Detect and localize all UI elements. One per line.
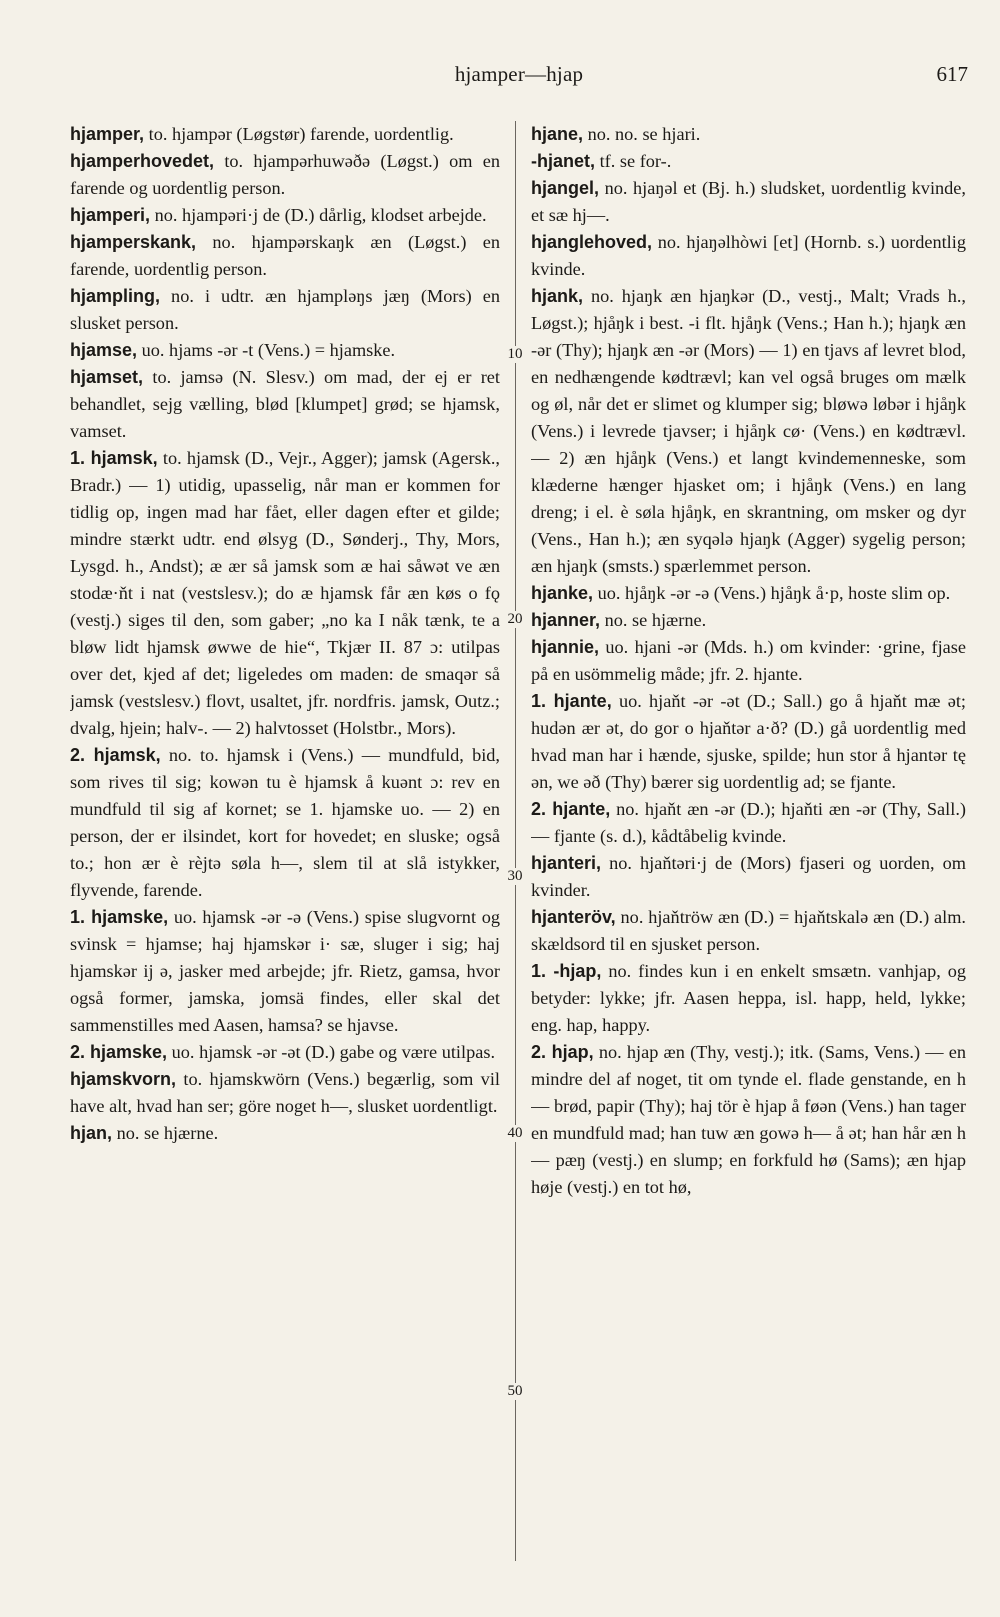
page-number: 617 — [936, 62, 968, 86]
dictionary-entry — [531, 175, 966, 229]
entry-definition: uo. hjams -ər -t (Vens.) = hjamske. — [141, 340, 396, 360]
entry-definition: to. hjamsk (D., Vejr., Agger); jamsk (Agersk., Bradr.) — 1) utidig, upasselig, når man er kommen for tidlig op, ingen mad har fået, eller dagen efter et gilde; mindre stærkt udtr. end ølsyg (D., Sønderj., Thy, Mors, Lysgd. h., Andst); æ ær så jamsk som æ hai såwət ve æn stodæ·ňt i nat (vestslesv.); do æ hjamsk får æn køs o fǫ (vestj.) siges til den, som gaber; „no ka I nåk tænk, te a bløw lidt hjamsk øwwe de hie“, Tkjær II. 87 ɔ: utilpas over det, kjed af det; ligeledes om maden: de smaqər så jamsk (vestslesv.) flovt, usaltet, jfr. nordfris. jamsk, Outz.; dvalg, hjein; halv-. — 2) halvtosset (Holstbr., Mors). — [70, 448, 500, 738]
entry-headword: hjamset, — [70, 367, 144, 387]
entry-definition: uo. hjaňt -ər -ət (D.; Sall.) go å hjaňt mæ ət; hudən ær ət, do gor o hjaňtər a·ð? (D.) gå uordentlig med hvad man har i hænde, sjuske, spilde; hun stor å hjantər tę ən, we əð (Thy) bærer sig uordentlig ad; se fjante. — [531, 691, 966, 792]
dictionary-entry — [70, 1120, 500, 1147]
entry-headword: 1. hjamske, — [70, 907, 169, 927]
entry-headword: hjank, — [531, 286, 584, 306]
entry-headword: hjamse, — [70, 340, 138, 360]
entry-definition: uo. hjåŋk -ər -ə (Vens.) hjåŋk å·p, hoste slim op. — [597, 583, 951, 603]
dictionary-entry — [531, 634, 966, 688]
entry-definition: no. hjap æn (Thy, vestj.); itk. (Sams, Vens.) — en mindre del af noget, tit om tynde el. flade genstande, en h— brød, papir (Thy); haj tör è hjap å føən (Vens.) han tager en mundfuld mad; han tuw æn gowə h— å ət; han hår æn h— pæŋ (vestj.) en slump; en forkfuld hø (Sams); æn hjap høje (vestj.) en tot hø, — [531, 1042, 966, 1197]
column-divider — [515, 121, 516, 1561]
entry-definition: no. hjampərskaŋk æn (Løgst.) en farende, uordentlig person. — [70, 232, 500, 279]
dictionary-entry — [531, 148, 966, 175]
line-number: 50 — [500, 1383, 530, 1400]
entry-headword: hjanner, — [531, 610, 601, 630]
entry-headword: hjamperskank, — [70, 232, 197, 252]
dictionary-entry — [531, 283, 966, 580]
entry-headword: hjane, — [531, 124, 584, 144]
entry-headword: hjamskvorn, — [70, 1069, 177, 1089]
entry-definition: to. jamsə (N. Slesv.) om mad, der ej er ret behandlet, sejg vælling, blød [klumpet] grød; se hjamsk, vamset. — [70, 367, 500, 441]
entry-headword: hjampling, — [70, 286, 160, 306]
dictionary-entry — [70, 202, 500, 229]
entry-definition: no. hjaŋəlhòwi [et] (Hornb. s.) uordentlig kvinde. — [531, 232, 966, 279]
entry-headword: -hjanet, — [531, 151, 596, 171]
entry-definition: no. se hjærne. — [604, 610, 707, 630]
left-column — [70, 121, 500, 1601]
line-number: 30 — [500, 868, 530, 885]
entry-headword: hjannie, — [531, 637, 600, 657]
entry-definition: no. hjaŋəl et (Bj. h.) sludsket, uordentlig kvinde, et sæ hj—. — [531, 178, 966, 225]
dictionary-entry — [531, 688, 966, 796]
entry-definition: no. no. se hjari. — [587, 124, 701, 144]
dictionary-entry — [70, 1066, 500, 1120]
entry-headword: 2. hjap, — [531, 1042, 594, 1062]
dictionary-entry — [70, 283, 500, 337]
entry-definition: uo. hjamsk -ər -ə (Vens.) spise slugvornt og svinsk = hjamse; haj hjamskər i· sæ, sluger i sig; haj hjamskər ij ə, jasker med arbejde; jfr. Rietz, gamsa, hvor også former, jamska, jomsä findes, eller skal det sammenstilles med Aasen, hamsa? se hjavse. — [70, 907, 500, 1035]
entry-definition: to. hjampərhuwəðə (Løgst.) om en farende og uordentlig person. — [70, 151, 500, 198]
entry-headword: hjangel, — [531, 178, 600, 198]
line-number: 20 — [500, 611, 530, 628]
dictionary-entry — [531, 958, 966, 1039]
entry-definition: no. to. hjamsk i (Vens.) — mundfuld, bid, som rives til sig; kowən tu è hjamsk å kuənt ɔ: rev en mundfuld til sig af kornet; se 1. hjamske uo. — 2) en person, der er ilsindet, kort for hovedet; en sluske; også to.; hon ær è rèjtə søla h—, slem til at slå istykker, flyvende, farende. — [70, 745, 500, 900]
dictionary-entry — [70, 1039, 500, 1066]
running-title: hjamper—hjap — [454, 62, 584, 86]
dictionary-entry — [531, 229, 966, 283]
entry-definition: no. hjampəri·j de (D.) dårlig, klodset arbejde. — [154, 205, 487, 225]
dictionary-entry — [70, 742, 500, 904]
right-column — [531, 121, 966, 1601]
entry-headword: 1. hjante, — [531, 691, 612, 711]
entry-definition: no. hjaŋk æn hjaŋkər (D., vestj., Malt; Vrads h., Løgst.); hjåŋk i best. -i flt. hjåŋk (Vens.; Han h.); hjaŋk æn -ər (Thy); hjaŋk æn -ər (Mors) — 1) en tjavs af levret blod, en nedhængende kødtrævl; kan vel også bruges om mælk og øl, når det er slimet og klumper sig; bløwə løbər i hjåŋk (Vens.) i levrede tjavser; i hjåŋk cø· (Vens.) en kødtrævl. — 2) æn hjåŋk (Vens.) et langt kvindemenneske, som klæderne hænger hjasket om; i hjåŋk (Vens.) en lang dreng; i el. è søla hjåŋk, en skrantning, om msker og dyr (Vens., Han h.); æn syqələ hjaŋk (Agger) sygelig person; æn hjaŋk (smsts.) spærlemmet person. — [531, 286, 966, 576]
entry-definition: no. i udtr. æn hjampləŋs jæŋ (Mors) en slusket person. — [70, 286, 500, 333]
entry-headword: hjanteri, — [531, 853, 602, 873]
dictionary-entry — [531, 850, 966, 904]
entry-headword: 2. hjante, — [531, 799, 611, 819]
dictionary-entry — [70, 148, 500, 202]
line-number: 40 — [500, 1125, 530, 1142]
entry-headword: hjanglehoved, — [531, 232, 653, 252]
dictionary-entry — [70, 337, 500, 364]
dictionary-entry — [70, 229, 500, 283]
entry-headword: hjamperhovedet, — [70, 151, 215, 171]
entry-definition: no. hjaňt æn -ər (D.); hjaňti æn -ər (Thy, Sall.) — fjante (s. d.), kådtåbelig kvinde. — [531, 799, 966, 846]
line-number: 10 — [500, 346, 530, 363]
entry-headword: hjanke, — [531, 583, 594, 603]
entry-headword: 1. hjamsk, — [70, 448, 158, 468]
entry-headword: 1. -hjap, — [531, 961, 602, 981]
entry-definition: uo. hjamsk -ər -ət (D.) gabe og være utilpas. — [171, 1042, 496, 1062]
entry-headword: 2. hjamske, — [70, 1042, 168, 1062]
entry-definition: to. hjampər (Løgstør) farende, uordentlig. — [148, 124, 454, 144]
dictionary-entry — [70, 445, 500, 742]
entry-headword: hjanteröv, — [531, 907, 616, 927]
dictionary-entry — [70, 364, 500, 445]
running-header — [70, 62, 968, 96]
dictionary-entry — [531, 904, 966, 958]
entry-headword: 2. hjamsk, — [70, 745, 161, 765]
dictionary-entry — [531, 796, 966, 850]
entry-definition: no. hjaňtəri·j de (Mors) fjaseri og uorden, om kvinder. — [531, 853, 966, 900]
dictionary-entry — [70, 904, 500, 1039]
entry-definition: no. findes kun i en enkelt smsætn. vanhjap, og betyder: lykke; jfr. Aasen heppa, isl. happ, held, lykke; eng. hap, happy. — [531, 961, 966, 1035]
entry-definition: tf. se for-. — [599, 151, 672, 171]
entry-headword: hjamper, — [70, 124, 145, 144]
entry-headword: hjamperi, — [70, 205, 151, 225]
entry-definition: uo. hjani -ər (Mds. h.) om kvinder: ·grine, fjase på en usömmelig måde; jfr. 2. hjante. — [531, 637, 966, 684]
entry-definition: no. hjaňtröw æn (D.) = hjaňtskalə æn (D.) alm. skældsord til en sjusket person. — [531, 907, 966, 954]
entry-definition: no. se hjærne. — [116, 1123, 219, 1143]
entry-definition: to. hjamskwörn (Vens.) begærlig, som vil have alt, hvad han ser; göre noget h—, slusket uordentligt. — [70, 1069, 500, 1116]
dictionary-entry — [531, 580, 966, 607]
dictionary-entry — [531, 607, 966, 634]
dictionary-entry — [70, 121, 500, 148]
dictionary-entry — [531, 1039, 966, 1201]
dictionary-entry — [531, 121, 966, 148]
entry-headword: hjan, — [70, 1123, 113, 1143]
